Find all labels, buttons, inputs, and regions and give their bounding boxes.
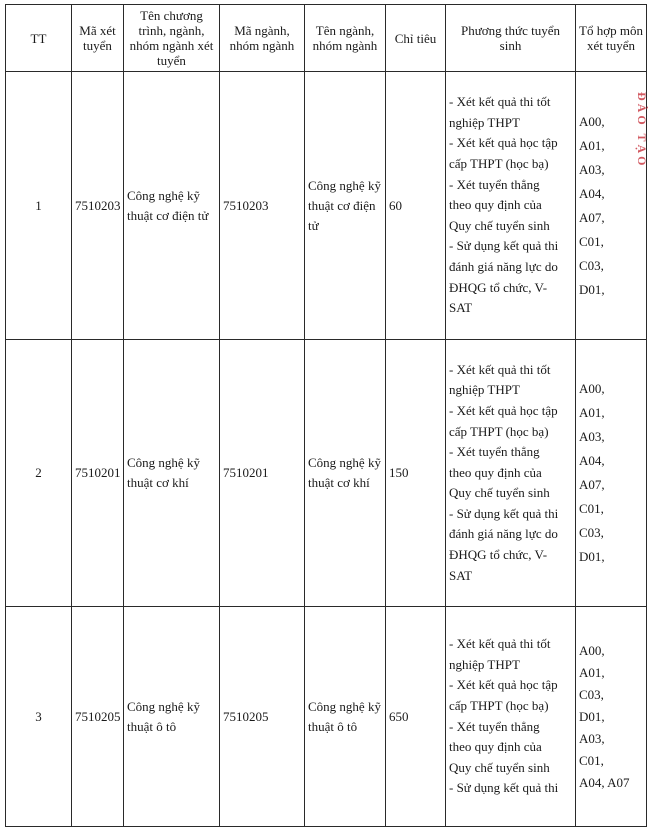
method-line: nghiệp THPT <box>449 382 520 398</box>
quota: 650 <box>386 607 446 827</box>
major-name: Công nghệ kỹ thuật cơ điện tử <box>305 72 386 340</box>
major-name: Công nghệ kỹ thuật ô tô <box>305 607 386 827</box>
method-line: SAT <box>449 300 473 316</box>
subject-combinations <box>576 340 647 607</box>
method-line: - Sử dụng kết quả thi <box>449 780 559 796</box>
method-line: ĐHQG tổ chức, V- <box>449 547 548 563</box>
method-line: cấp THPT (học bạ) <box>449 697 549 713</box>
method-line: - Xét kết quả thi tốt <box>449 361 551 377</box>
method-line: theo quy định của <box>449 464 542 480</box>
method-line: nghiệp THPT <box>449 114 520 130</box>
combo-line: C03, <box>579 686 604 702</box>
table-row <box>6 72 647 340</box>
major-name: Công nghệ kỹ thuật cơ khí <box>305 340 386 607</box>
admission-methods <box>446 72 576 340</box>
subject-combinations <box>576 607 647 827</box>
row-index: 3 <box>6 607 72 827</box>
row-index: 1 <box>6 72 72 340</box>
method-line: - Sử dụng kết quả thi <box>449 505 559 521</box>
method-line: - Xét kết quả thi tốt <box>449 94 551 110</box>
method-line: SAT <box>449 567 473 583</box>
table-row <box>6 340 647 607</box>
combo-line: A07, <box>579 477 605 492</box>
combo-line: A04, <box>579 185 605 201</box>
method-line: nghiệp THPT <box>449 656 520 672</box>
header-quota: Chỉ tiêu <box>386 5 446 72</box>
combo-line: C01, <box>579 233 604 249</box>
combo-line: A00, <box>579 642 605 658</box>
combo-line: A01, <box>579 137 605 153</box>
combo-line: C03, <box>579 257 604 273</box>
header-admission-method: Phương thức tuyển sinh <box>446 5 576 72</box>
method-line: theo quy định của <box>449 739 542 755</box>
combo-line: D01, <box>579 708 605 724</box>
major-code: 7510201 <box>220 340 305 607</box>
admission-table <box>5 4 647 827</box>
combo-line: C03, <box>579 525 604 540</box>
quota: 60 <box>386 72 446 340</box>
combo-line: D01, <box>579 281 605 297</box>
method-line: - Xét kết quả học tập <box>449 677 558 693</box>
header-program-name: Tên chương trình, ngành, nhóm ngành xét tuyển <box>124 5 220 72</box>
combo-line: A03, <box>579 161 605 177</box>
method-line: - Xét tuyển thẳng <box>449 176 540 192</box>
method-line: - Xét kết quả học tập <box>449 135 558 151</box>
method-line: - Xét kết quả thi tốt <box>449 636 551 652</box>
combo-line: C01, <box>579 501 604 516</box>
program-name: Công nghệ kỹ thuật cơ điện tử <box>124 72 220 340</box>
method-line: cấp THPT (học bạ) <box>449 423 549 439</box>
program-name: Công nghệ kỹ thuật cơ khí <box>124 340 220 607</box>
header-major-name: Tên ngành, nhóm ngành <box>305 5 386 72</box>
method-line: Quy chế tuyển sinh <box>449 759 550 775</box>
method-line: cấp THPT (học bạ) <box>449 156 549 172</box>
table-row <box>6 607 647 827</box>
method-line: đánh giá năng lực do <box>449 526 558 542</box>
header-subject-combination: Tổ hợp môn xét tuyển <box>576 5 647 72</box>
combo-line: C01, <box>579 752 604 768</box>
major-code: 7510203 <box>220 72 305 340</box>
method-line: - Xét kết quả học tập <box>449 402 558 418</box>
method-line: Quy chế tuyển sinh <box>449 217 550 233</box>
admission-code: 7510205 <box>72 607 124 827</box>
combo-line: A01, <box>579 664 605 680</box>
red-stamp-mark: ĐÀO TẠO <box>635 92 649 169</box>
method-line: theo quy định của <box>449 197 542 213</box>
combo-line: A03, <box>579 429 605 444</box>
header-major-code: Mã ngành, nhóm ngành <box>220 5 305 72</box>
header-tt: TT <box>6 5 72 72</box>
method-line: đánh giá năng lực do <box>449 258 558 274</box>
combo-line: A04, A07 <box>579 774 630 790</box>
combo-line: A00, <box>579 381 605 396</box>
combo-line: A07, <box>579 209 605 225</box>
method-line: - Xét tuyển thẳng <box>449 718 540 734</box>
method-line: ĐHQG tổ chức, V- <box>449 279 548 295</box>
admission-methods <box>446 607 576 827</box>
header-admission-code: Mã xét tuyển <box>72 5 124 72</box>
combo-line: A00, <box>579 113 605 129</box>
major-code: 7510205 <box>220 607 305 827</box>
method-line: - Sử dụng kết quả thi <box>449 238 559 254</box>
method-line: Quy chế tuyển sinh <box>449 485 550 501</box>
admission-methods <box>446 340 576 607</box>
combo-line: D01, <box>579 549 605 564</box>
table-header-row <box>6 5 647 72</box>
method-line: - Xét tuyển thẳng <box>449 444 540 460</box>
combo-line: A03, <box>579 730 605 746</box>
row-index: 2 <box>6 340 72 607</box>
combo-line: A04, <box>579 453 605 468</box>
program-name: Công nghệ kỹ thuật ô tô <box>124 607 220 827</box>
combo-line: A01, <box>579 405 605 420</box>
admission-code: 7510203 <box>72 72 124 340</box>
admission-code: 7510201 <box>72 340 124 607</box>
quota: 150 <box>386 340 446 607</box>
